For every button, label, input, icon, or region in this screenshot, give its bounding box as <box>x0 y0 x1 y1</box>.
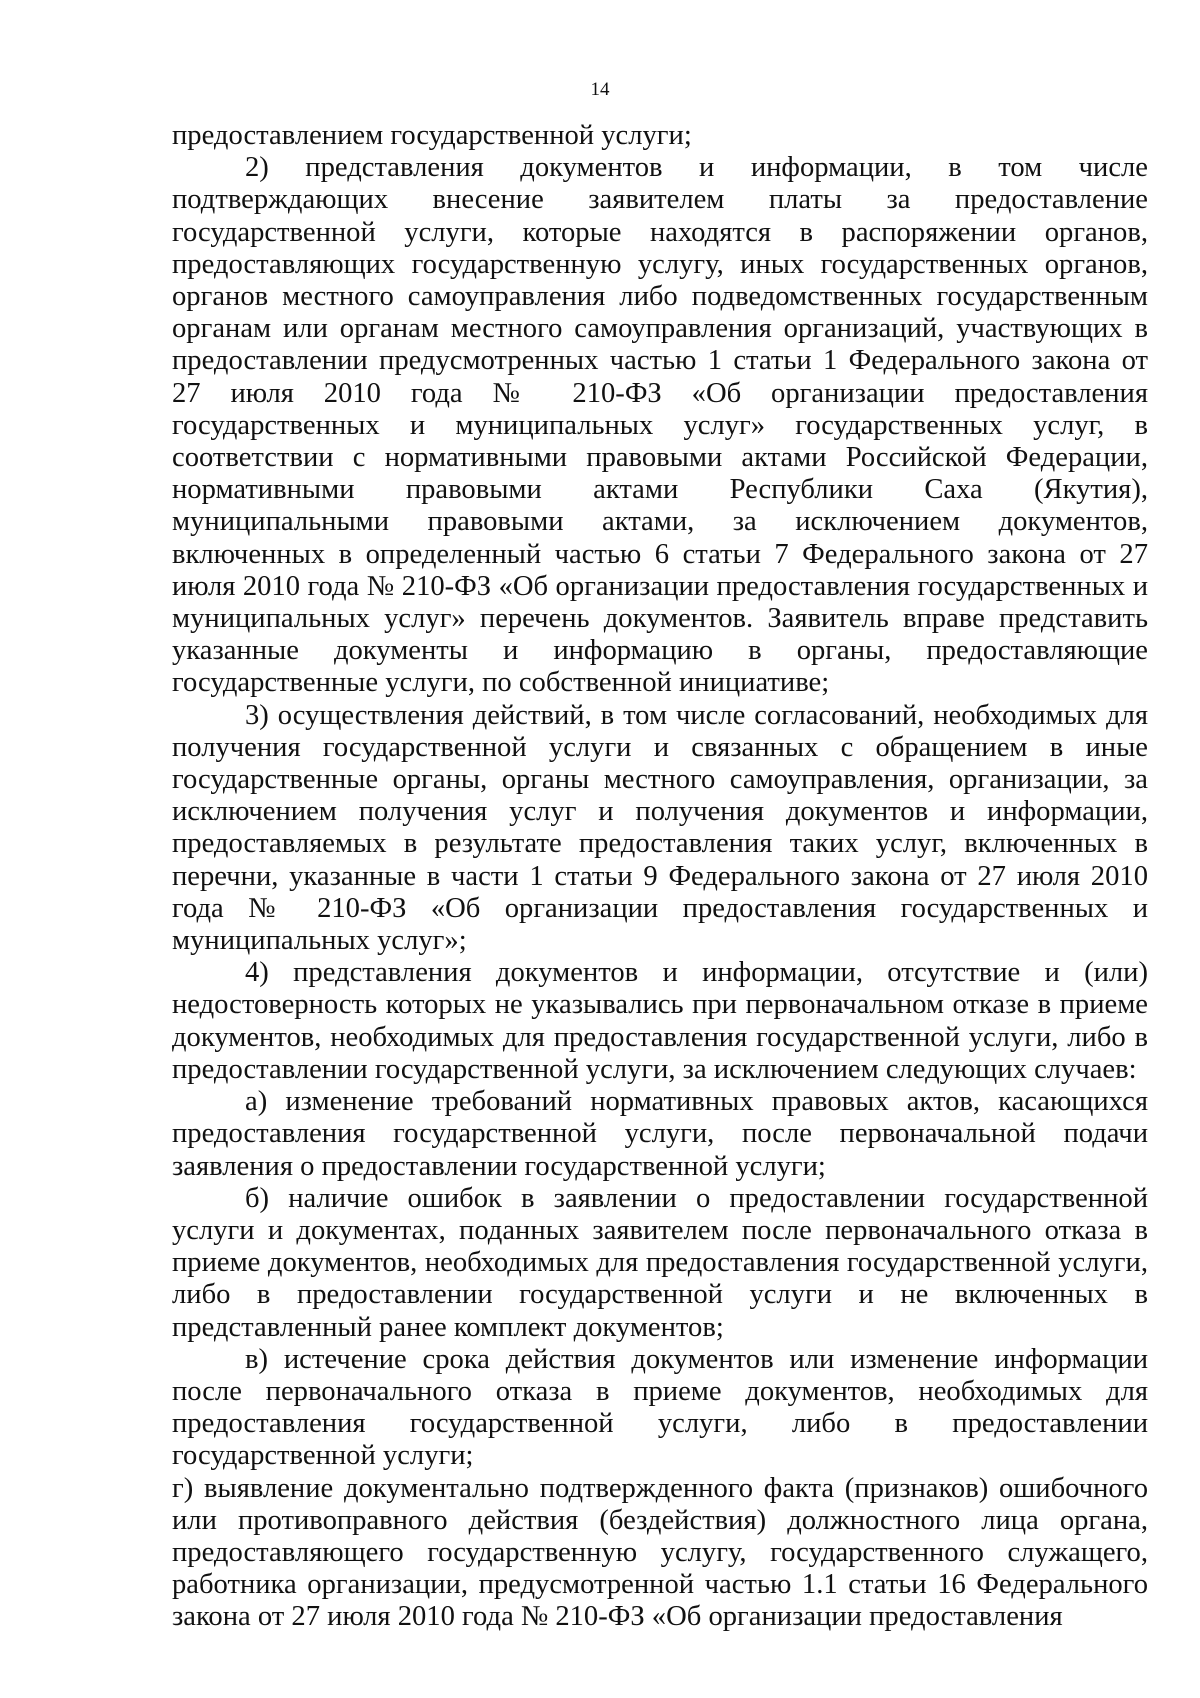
paragraph-continuation: предоставлением государственной услуги; <box>172 120 692 151</box>
paragraph-subitem-a: а) изменение требований нормативных правовых актов, касающихся предоставления государственной услуги, после первоначальной подачи заявления о предоставлении государственной услуги; <box>172 1086 1148 1182</box>
paragraph-subitem-b: б) наличие ошибок в заявлении о предоставлении государственной услуги и документах, поданных заявителем после первоначального отказа в приеме документов, необходимых для предоставления государственной услуги, либо в предоставлении государственной услуги и не включенных в представленный ранее комплект документов; <box>172 1182 1148 1343</box>
paragraph-subitem-v: в) истечение срока действия документов или изменение информации после первоначального отказа в приеме документов, необходимых для предоставления государственной услуги, либо в предоставлении государственной услуги; <box>172 1343 1148 1472</box>
paragraph-item-2: 2) представления документов и информации, в том числе подтверждающих внесение заявителем платы за предоставление государственной услуги, которые находятся в распоряжении органов, предоставляющих государственную услугу, иных государственных органов, органов местного самоуправления либо подведомственных государственным органам или органам местного самоуправления организаций, участвующих в предоставлении предусмотренных частью 1 статьи 1 Федерального закона от 27 июля 2010 года № 210-ФЗ «Об организации предоставления государственных и муниципальных услуг» государственных услуг, в соответствии с нормативными правовыми актами Российской Федерации, нормативными правовыми актами Республики Саха (Якутия), муниципальными правовыми актами, за исключением документов, включенных в определенный частью 6 статьи 7 Федерального закона от 27 июля 2010 года № 210-ФЗ «Об организации предоставления государственных и муниципальных услуг» перечень документов. Заявитель вправе представить указанные документы и информацию в органы, предоставляющие государственные услуги, по собственной инициативе; <box>172 152 1148 699</box>
page-number: 14 <box>590 79 610 100</box>
document-body <box>172 120 1148 1634</box>
paragraph-item-3: 3) осуществления действий, в том числе согласований, необходимых для получения государственной услуги и связанных с обращением в иные государственные органы, органы местного самоуправления, организации, за исключением получения услуг и получения документов и информации, предоставляемых в результате предоставления таких услуг, включенных в перечни, указанные в части 1 статьи 9 Федерального закона от 27 июля 2010 года № 210-ФЗ «Об организации предоставления государственных и муниципальных услуг»; <box>172 699 1148 957</box>
paragraph-subitem-g: г) выявление документально подтвержденного факта (признаков) ошибочного или противоправного действия (бездействия) должностного лица органа, предоставляющего государственную услугу, государственного служащего, работника организации, предусмотренной частью 1.1 статьи 16 Федерального закона от 27 июля 2010 года № 210-ФЗ «Об организации предоставления <box>172 1472 1148 1633</box>
paragraph-item-4: 4) представления документов и информации, отсутствие и (или) недостоверность которых не указывались при первоначальном отказе в приеме документов, необходимых для предоставления государственной услуги, либо в предоставлении государственной услуги, за исключением следующих случаев: <box>172 957 1148 1085</box>
